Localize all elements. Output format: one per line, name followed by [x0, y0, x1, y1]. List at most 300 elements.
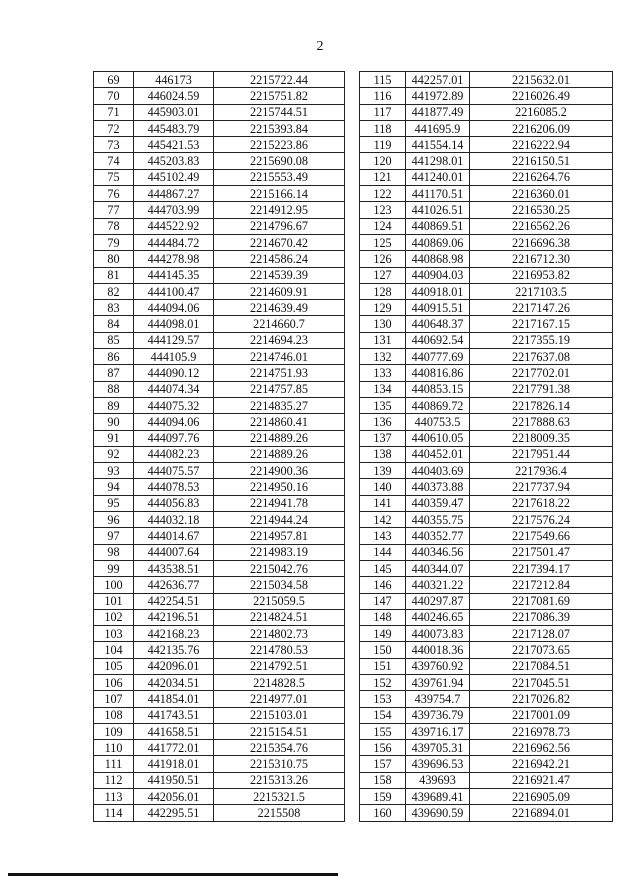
point-number-cell: 87: [94, 365, 134, 381]
x-coordinate-cell: 440610.05: [406, 430, 470, 446]
table-row: [94, 495, 345, 511]
table-row: [94, 446, 345, 462]
x-coordinate-cell: 441918.01: [134, 756, 214, 772]
table-row: [360, 544, 613, 560]
table-row: [94, 218, 345, 234]
table-row: [94, 463, 345, 479]
y-coordinate-cell: 2217702.01: [470, 365, 613, 381]
table-row: [360, 528, 613, 544]
point-number-cell: 81: [94, 267, 134, 283]
x-coordinate-cell: 439716.17: [406, 723, 470, 739]
x-coordinate-cell: 444129.57: [134, 332, 214, 348]
point-number-cell: 109: [94, 723, 134, 739]
x-coordinate-cell: 439689.41: [406, 789, 470, 805]
y-coordinate-cell: 2214912.95: [214, 202, 345, 218]
table-row: [360, 397, 613, 413]
x-coordinate-cell: 440359.47: [406, 495, 470, 511]
y-coordinate-cell: 2214609.91: [214, 283, 345, 299]
table-row: [94, 88, 345, 104]
y-coordinate-cell: 2216696.38: [470, 234, 613, 250]
point-number-cell: 133: [360, 365, 406, 381]
x-coordinate-cell: 442196.51: [134, 609, 214, 625]
point-number-cell: 97: [94, 528, 134, 544]
point-number-cell: 128: [360, 283, 406, 299]
point-number-cell: 78: [94, 218, 134, 234]
x-coordinate-cell: 441877.49: [406, 104, 470, 120]
point-number-cell: 145: [360, 560, 406, 576]
x-coordinate-cell: 445903.01: [134, 104, 214, 120]
x-coordinate-cell: 441772.01: [134, 740, 214, 756]
point-number-cell: 93: [94, 463, 134, 479]
y-coordinate-cell: 2216953.82: [470, 267, 613, 283]
point-number-cell: 146: [360, 577, 406, 593]
point-number-cell: 125: [360, 234, 406, 250]
table-row: [94, 479, 345, 495]
table-row: [360, 495, 613, 511]
table-row: [94, 658, 345, 674]
x-coordinate-cell: 444522.92: [134, 218, 214, 234]
y-coordinate-cell: 2214694.23: [214, 332, 345, 348]
x-coordinate-cell: 446173: [134, 72, 214, 88]
y-coordinate-cell: 2216085.2: [470, 104, 613, 120]
y-coordinate-cell: 2214860.41: [214, 414, 345, 430]
point-number-cell: 77: [94, 202, 134, 218]
x-coordinate-cell: 442257.01: [406, 72, 470, 88]
point-number-cell: 137: [360, 430, 406, 446]
table-row: [360, 723, 613, 739]
x-coordinate-cell: 444100.47: [134, 283, 214, 299]
table-row: [94, 789, 345, 805]
x-coordinate-cell: 440246.65: [406, 609, 470, 625]
table-row: [94, 104, 345, 120]
table-row: [360, 251, 613, 267]
table-row: [360, 267, 613, 283]
y-coordinate-cell: 2216530.25: [470, 202, 613, 218]
point-number-cell: 119: [360, 137, 406, 153]
table-row: [94, 642, 345, 658]
x-coordinate-cell: 444867.27: [134, 186, 214, 202]
x-coordinate-cell: 442135.76: [134, 642, 214, 658]
y-coordinate-cell: 2214792.51: [214, 658, 345, 674]
table-row: [360, 120, 613, 136]
y-coordinate-cell: 2215690.08: [214, 153, 345, 169]
point-number-cell: 120: [360, 153, 406, 169]
table-row: [360, 463, 613, 479]
table-row: [360, 658, 613, 674]
y-coordinate-cell: 2216026.49: [470, 88, 613, 104]
y-coordinate-cell: 2216712.30: [470, 251, 613, 267]
table-row: [360, 234, 613, 250]
table-row: [360, 332, 613, 348]
point-number-cell: 142: [360, 512, 406, 528]
point-number-cell: 80: [94, 251, 134, 267]
point-number-cell: 122: [360, 186, 406, 202]
x-coordinate-cell: 440352.77: [406, 528, 470, 544]
y-coordinate-cell: 2217936.4: [470, 463, 613, 479]
point-number-cell: 141: [360, 495, 406, 511]
x-coordinate-cell: 444007.64: [134, 544, 214, 560]
point-number-cell: 91: [94, 430, 134, 446]
y-coordinate-cell: 2215154.51: [214, 723, 345, 739]
point-number-cell: 154: [360, 707, 406, 723]
y-coordinate-cell: 2214824.51: [214, 609, 345, 625]
y-coordinate-cell: 2216921.47: [470, 772, 613, 788]
table-row: [360, 381, 613, 397]
y-coordinate-cell: 2217167.15: [470, 316, 613, 332]
table-row: [360, 789, 613, 805]
table-row: [360, 218, 613, 234]
y-coordinate-cell: 2216905.09: [470, 789, 613, 805]
y-coordinate-cell: 2216562.26: [470, 218, 613, 234]
point-number-cell: 73: [94, 137, 134, 153]
x-coordinate-cell: 441950.51: [134, 772, 214, 788]
table-row: [360, 365, 613, 381]
y-coordinate-cell: 2217001.09: [470, 707, 613, 723]
table-row: [94, 528, 345, 544]
point-number-cell: 123: [360, 202, 406, 218]
point-number-cell: 111: [94, 756, 134, 772]
table-row: [94, 756, 345, 772]
point-number-cell: 130: [360, 316, 406, 332]
table-row: [94, 300, 345, 316]
table-row: [94, 512, 345, 528]
table-row: [94, 251, 345, 267]
x-coordinate-cell: 442636.77: [134, 577, 214, 593]
point-number-cell: 124: [360, 218, 406, 234]
y-coordinate-cell: 2216206.09: [470, 120, 613, 136]
y-coordinate-cell: 2214944.24: [214, 512, 345, 528]
point-number-cell: 138: [360, 446, 406, 462]
y-coordinate-cell: 2217737.94: [470, 479, 613, 495]
y-coordinate-cell: 2217086.39: [470, 609, 613, 625]
y-coordinate-cell: 2215223.86: [214, 137, 345, 153]
table-row: [94, 414, 345, 430]
point-number-cell: 92: [94, 446, 134, 462]
x-coordinate-cell: 440869.51: [406, 218, 470, 234]
y-coordinate-cell: 2214670.42: [214, 234, 345, 250]
y-coordinate-cell: 2215313.26: [214, 772, 345, 788]
table-row: [360, 430, 613, 446]
point-number-cell: 94: [94, 479, 134, 495]
y-coordinate-cell: 2214757.85: [214, 381, 345, 397]
point-number-cell: 102: [94, 609, 134, 625]
x-coordinate-cell: 441743.51: [134, 707, 214, 723]
point-number-cell: 107: [94, 691, 134, 707]
x-coordinate-cell: 440073.83: [406, 626, 470, 642]
table-row: [94, 349, 345, 365]
table-row: [360, 577, 613, 593]
point-number-cell: 89: [94, 397, 134, 413]
point-number-cell: 129: [360, 300, 406, 316]
point-number-cell: 117: [360, 104, 406, 120]
x-coordinate-cell: 441026.51: [406, 202, 470, 218]
y-coordinate-cell: 2217576.24: [470, 512, 613, 528]
table-row: [360, 772, 613, 788]
point-number-cell: 79: [94, 234, 134, 250]
y-coordinate-cell: 2217826.14: [470, 397, 613, 413]
y-coordinate-cell: 2215393.84: [214, 120, 345, 136]
table-row: [360, 446, 613, 462]
table-row: [94, 609, 345, 625]
table-row: [360, 88, 613, 104]
x-coordinate-cell: 444094.06: [134, 300, 214, 316]
y-coordinate-cell: 2215632.01: [470, 72, 613, 88]
point-number-cell: 72: [94, 120, 134, 136]
x-coordinate-cell: 444014.67: [134, 528, 214, 544]
point-number-cell: 82: [94, 283, 134, 299]
point-number-cell: 74: [94, 153, 134, 169]
table-row: [94, 674, 345, 690]
y-coordinate-cell: 2214660.7: [214, 316, 345, 332]
y-coordinate-cell: 2217084.51: [470, 658, 613, 674]
point-number-cell: 151: [360, 658, 406, 674]
table-row: [360, 626, 613, 642]
table-row: [94, 186, 345, 202]
point-number-cell: 126: [360, 251, 406, 267]
x-coordinate-cell: 442168.23: [134, 626, 214, 642]
point-number-cell: 115: [360, 72, 406, 88]
y-coordinate-cell: 2214828.5: [214, 674, 345, 690]
point-number-cell: 159: [360, 789, 406, 805]
table-row: [94, 332, 345, 348]
table-row: [94, 577, 345, 593]
x-coordinate-cell: 444078.53: [134, 479, 214, 495]
point-number-cell: 160: [360, 805, 406, 821]
table-row: [94, 805, 345, 821]
x-coordinate-cell: 440344.07: [406, 560, 470, 576]
table-row: [94, 120, 345, 136]
table-row: [94, 72, 345, 88]
x-coordinate-cell: 441554.14: [406, 137, 470, 153]
table-row: [94, 283, 345, 299]
table-row: [94, 740, 345, 756]
y-coordinate-cell: 2214983.19: [214, 544, 345, 560]
x-coordinate-cell: 440297.87: [406, 593, 470, 609]
table-row: [360, 349, 613, 365]
x-coordinate-cell: 440816.86: [406, 365, 470, 381]
point-number-cell: 85: [94, 332, 134, 348]
x-coordinate-cell: 444097.76: [134, 430, 214, 446]
y-coordinate-cell: 2217103.5: [470, 283, 613, 299]
point-number-cell: 113: [94, 789, 134, 805]
table-row: [360, 707, 613, 723]
table-row: [94, 365, 345, 381]
point-number-cell: 103: [94, 626, 134, 642]
point-number-cell: 147: [360, 593, 406, 609]
x-coordinate-cell: 440918.01: [406, 283, 470, 299]
point-number-cell: 148: [360, 609, 406, 625]
x-coordinate-cell: 441240.01: [406, 169, 470, 185]
table-row: [360, 674, 613, 690]
x-coordinate-cell: 440321.22: [406, 577, 470, 593]
x-coordinate-cell: 441658.51: [134, 723, 214, 739]
point-number-cell: 108: [94, 707, 134, 723]
y-coordinate-cell: 2214977.01: [214, 691, 345, 707]
x-coordinate-cell: 440355.75: [406, 512, 470, 528]
point-number-cell: 132: [360, 349, 406, 365]
point-number-cell: 69: [94, 72, 134, 88]
point-number-cell: 127: [360, 267, 406, 283]
table-row: [360, 512, 613, 528]
point-number-cell: 76: [94, 186, 134, 202]
y-coordinate-cell: 2216360.01: [470, 186, 613, 202]
y-coordinate-cell: 2217791.38: [470, 381, 613, 397]
point-number-cell: 106: [94, 674, 134, 690]
y-coordinate-cell: 2216894.01: [470, 805, 613, 821]
y-coordinate-cell: 2217951.44: [470, 446, 613, 462]
x-coordinate-cell: 444105.9: [134, 349, 214, 365]
y-coordinate-cell: 2215508: [214, 805, 345, 821]
x-coordinate-cell: 445483.79: [134, 120, 214, 136]
point-number-cell: 152: [360, 674, 406, 690]
table-row: [360, 414, 613, 430]
point-number-cell: 143: [360, 528, 406, 544]
x-coordinate-cell: 440452.01: [406, 446, 470, 462]
x-coordinate-cell: 441854.01: [134, 691, 214, 707]
x-coordinate-cell: 440869.06: [406, 234, 470, 250]
point-number-cell: 98: [94, 544, 134, 560]
y-coordinate-cell: 2214957.81: [214, 528, 345, 544]
table-row: [94, 691, 345, 707]
x-coordinate-cell: 440869.72: [406, 397, 470, 413]
point-number-cell: 139: [360, 463, 406, 479]
point-number-cell: 156: [360, 740, 406, 756]
x-coordinate-cell: 439696.53: [406, 756, 470, 772]
x-coordinate-cell: 441298.01: [406, 153, 470, 169]
x-coordinate-cell: 444032.18: [134, 512, 214, 528]
table-row: [360, 560, 613, 576]
x-coordinate-cell: 439754.7: [406, 691, 470, 707]
x-coordinate-cell: 444075.32: [134, 397, 214, 413]
x-coordinate-cell: 445203.83: [134, 153, 214, 169]
x-coordinate-cell: 440777.69: [406, 349, 470, 365]
x-coordinate-cell: 442056.01: [134, 789, 214, 805]
y-coordinate-cell: 2215751.82: [214, 88, 345, 104]
y-coordinate-cell: 2217355.19: [470, 332, 613, 348]
y-coordinate-cell: 2216222.94: [470, 137, 613, 153]
y-coordinate-cell: 2214539.39: [214, 267, 345, 283]
x-coordinate-cell: 439736.79: [406, 707, 470, 723]
coordinates-table-right: [359, 71, 613, 822]
table-row: [94, 137, 345, 153]
y-coordinate-cell: 2217394.17: [470, 560, 613, 576]
table-row: [360, 756, 613, 772]
y-coordinate-cell: 2215321.5: [214, 789, 345, 805]
x-coordinate-cell: 440373.88: [406, 479, 470, 495]
x-coordinate-cell: 440753.5: [406, 414, 470, 430]
x-coordinate-cell: 440868.98: [406, 251, 470, 267]
point-number-cell: 75: [94, 169, 134, 185]
y-coordinate-cell: 2216962.56: [470, 740, 613, 756]
y-coordinate-cell: 2218009.35: [470, 430, 613, 446]
x-coordinate-cell: 444098.01: [134, 316, 214, 332]
x-coordinate-cell: 445421.53: [134, 137, 214, 153]
x-coordinate-cell: 439693: [406, 772, 470, 788]
x-coordinate-cell: 446024.59: [134, 88, 214, 104]
x-coordinate-cell: 443538.51: [134, 560, 214, 576]
point-number-cell: 70: [94, 88, 134, 104]
point-number-cell: 121: [360, 169, 406, 185]
point-number-cell: 83: [94, 300, 134, 316]
point-number-cell: 144: [360, 544, 406, 560]
coordinates-table-left: [93, 71, 345, 822]
y-coordinate-cell: 2217128.07: [470, 626, 613, 642]
table-row: [94, 593, 345, 609]
table-row: [94, 153, 345, 169]
x-coordinate-cell: 440648.37: [406, 316, 470, 332]
x-coordinate-cell: 444278.98: [134, 251, 214, 267]
x-coordinate-cell: 444056.83: [134, 495, 214, 511]
point-number-cell: 112: [94, 772, 134, 788]
point-number-cell: 101: [94, 593, 134, 609]
point-number-cell: 157: [360, 756, 406, 772]
y-coordinate-cell: 2217501.47: [470, 544, 613, 560]
y-coordinate-cell: 2217549.66: [470, 528, 613, 544]
point-number-cell: 99: [94, 560, 134, 576]
table-row: [360, 642, 613, 658]
y-coordinate-cell: 2215166.14: [214, 186, 345, 202]
y-coordinate-cell: 2215354.76: [214, 740, 345, 756]
y-coordinate-cell: 2215553.49: [214, 169, 345, 185]
table-row: [360, 740, 613, 756]
point-number-cell: 71: [94, 104, 134, 120]
x-coordinate-cell: 440403.69: [406, 463, 470, 479]
point-number-cell: 158: [360, 772, 406, 788]
point-number-cell: 100: [94, 577, 134, 593]
y-coordinate-cell: 2216978.73: [470, 723, 613, 739]
x-coordinate-cell: 442295.51: [134, 805, 214, 821]
point-number-cell: 134: [360, 381, 406, 397]
point-number-cell: 105: [94, 658, 134, 674]
table-row: [94, 772, 345, 788]
x-coordinate-cell: 444145.35: [134, 267, 214, 283]
y-coordinate-cell: 2216150.51: [470, 153, 613, 169]
x-coordinate-cell: 444484.72: [134, 234, 214, 250]
table-row: [360, 805, 613, 821]
y-coordinate-cell: 2214889.26: [214, 430, 345, 446]
table-row: [360, 202, 613, 218]
x-coordinate-cell: 440018.36: [406, 642, 470, 658]
point-number-cell: 135: [360, 397, 406, 413]
y-coordinate-cell: 2215042.76: [214, 560, 345, 576]
table-row: [94, 202, 345, 218]
y-coordinate-cell: 2214889.26: [214, 446, 345, 462]
y-coordinate-cell: 2216264.76: [470, 169, 613, 185]
point-number-cell: 84: [94, 316, 134, 332]
x-coordinate-cell: 439760.92: [406, 658, 470, 674]
y-coordinate-cell: 2214780.53: [214, 642, 345, 658]
x-coordinate-cell: 444703.99: [134, 202, 214, 218]
x-coordinate-cell: 444090.12: [134, 365, 214, 381]
y-coordinate-cell: 2217045.51: [470, 674, 613, 690]
x-coordinate-cell: 445102.49: [134, 169, 214, 185]
point-number-cell: 149: [360, 626, 406, 642]
x-coordinate-cell: 442034.51: [134, 674, 214, 690]
y-coordinate-cell: 2217073.65: [470, 642, 613, 658]
x-coordinate-cell: 441170.51: [406, 186, 470, 202]
point-number-cell: 96: [94, 512, 134, 528]
table-row: [94, 234, 345, 250]
y-coordinate-cell: 2217637.08: [470, 349, 613, 365]
x-coordinate-cell: 439761.94: [406, 674, 470, 690]
x-coordinate-cell: 441695.9: [406, 120, 470, 136]
y-coordinate-cell: 2215722.44: [214, 72, 345, 88]
x-coordinate-cell: 444074.34: [134, 381, 214, 397]
x-coordinate-cell: 444094.06: [134, 414, 214, 430]
x-coordinate-cell: 441972.89: [406, 88, 470, 104]
y-coordinate-cell: 2215103.01: [214, 707, 345, 723]
table-row: [94, 397, 345, 413]
